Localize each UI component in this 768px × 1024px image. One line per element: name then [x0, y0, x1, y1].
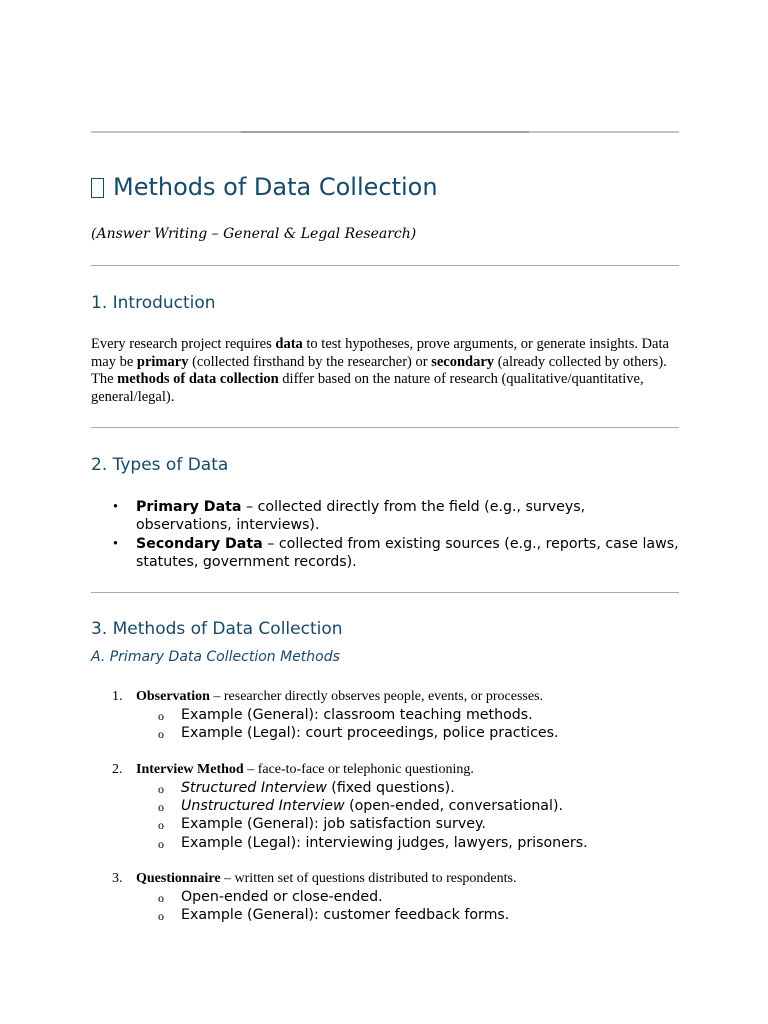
divider-shade-left	[91, 131, 241, 133]
sub-bullet-marker: o	[158, 891, 164, 905]
item-number: 3.	[112, 871, 123, 886]
sub-item-emphasis: Structured Interview	[181, 780, 327, 796]
top-divider	[91, 131, 679, 133]
sub-list-item	[91, 797, 679, 815]
list-item-term: Primary Data	[136, 499, 242, 515]
sub-bullet-marker: o	[158, 836, 164, 851]
item-desc: – written set of questions distributed to respondents.	[220, 871, 517, 886]
sub-list-item	[91, 815, 679, 833]
item-number: 2.	[112, 762, 123, 777]
list-item-desc: – collected from existing sources (e.g., reports, case laws, statutes, government records).	[136, 535, 679, 570]
intro-bold-secondary: secondary	[431, 353, 495, 370]
sub-list-item	[91, 834, 679, 852]
numbered-item-interview	[91, 761, 679, 852]
sub-item-text: (open-ended, conversational).	[344, 798, 563, 815]
sub-list-item	[91, 906, 679, 924]
intro-text: differ based on the nature of research (qualitative/quantitative, general/legal).	[91, 371, 644, 406]
section-divider	[91, 427, 679, 428]
list-item-desc: – collected directly from the field (e.g., surveys, observations, interviews).	[136, 499, 586, 534]
numbered-item-observation	[91, 688, 679, 742]
sub-list-item	[91, 888, 679, 906]
item-term: Questionnaire	[136, 871, 221, 886]
item-number: 1.	[112, 689, 123, 704]
list-item	[91, 498, 679, 535]
intro-bold-methods: methods of data collection	[117, 371, 279, 388]
sub-bullet-marker: o	[158, 800, 164, 815]
sub-item-text: Example (General): classroom teaching methods.	[181, 707, 533, 723]
intro-text: to test hypotheses, prove arguments, or generate insights. Data may be	[91, 336, 669, 370]
sub-bullet-marker: o	[158, 727, 164, 742]
numbered-item-head	[91, 761, 679, 779]
item-term: Interview Method	[136, 762, 244, 777]
sub-item-emphasis: Unstructured Interview	[181, 798, 345, 815]
intro-bold-primary: primary	[136, 353, 189, 370]
intro-paragraph	[91, 336, 679, 407]
list-item-term: Secondary Data	[136, 535, 263, 552]
numbered-item-head	[91, 870, 679, 888]
sub-list-item	[91, 706, 679, 724]
sub-bullet-marker: o	[158, 909, 164, 924]
sub-item-text: Open-ended or close-ended.	[181, 889, 383, 905]
sub-bullet-marker: o	[158, 709, 164, 723]
bullet-marker: •	[113, 535, 118, 552]
item-desc: – researcher directly observes people, events, or processes.	[209, 689, 544, 704]
divider-shade-right	[529, 131, 679, 133]
sub-item-text: Example (Legal): court proceedings, police practices.	[181, 725, 559, 742]
subheading-primary-methods: A. Primary Data Collection Methods	[91, 649, 340, 665]
section-divider	[91, 265, 679, 266]
sub-item-text: Example (Legal): interviewing judges, lawyers, prisoners.	[181, 834, 588, 851]
heading-types-of-data: 2. Types of Data	[91, 455, 229, 475]
sub-list-item	[91, 724, 679, 742]
missing-glyph-icon	[91, 178, 104, 198]
types-list	[91, 498, 679, 571]
intro-text: (already collected by others). The	[91, 353, 667, 388]
bullet-marker: •	[113, 499, 118, 515]
sub-item-text: (fixed questions).	[326, 780, 455, 796]
page-subtitle: (Answer Writing – General & Legal Research)	[91, 226, 417, 242]
intro-text: (collected firsthand by the researcher) or	[188, 353, 432, 370]
section-divider	[91, 592, 679, 593]
page-title-text: Methods of Data Collection	[113, 173, 438, 201]
item-term: Observation	[136, 689, 210, 704]
intro-text: Every research project requires	[91, 336, 276, 352]
sub-bullet-marker: o	[158, 818, 164, 833]
item-desc: – face-to-face or telephonic questioning.	[243, 762, 474, 777]
sub-item-text: Example (General): customer feedback forms.	[181, 907, 510, 924]
sub-bullet-marker: o	[158, 782, 164, 796]
heading-introduction: 1. Introduction	[91, 293, 216, 313]
sub-list-item	[91, 779, 679, 797]
page-title	[91, 170, 438, 204]
numbered-item-head	[91, 688, 679, 706]
heading-methods: 3. Methods of Data Collection	[91, 619, 343, 639]
sub-item-text: Example (General): job satisfaction survey.	[181, 816, 486, 833]
list-item	[91, 535, 679, 572]
numbered-item-questionnaire	[91, 870, 679, 924]
intro-bold-data: data	[275, 336, 303, 352]
